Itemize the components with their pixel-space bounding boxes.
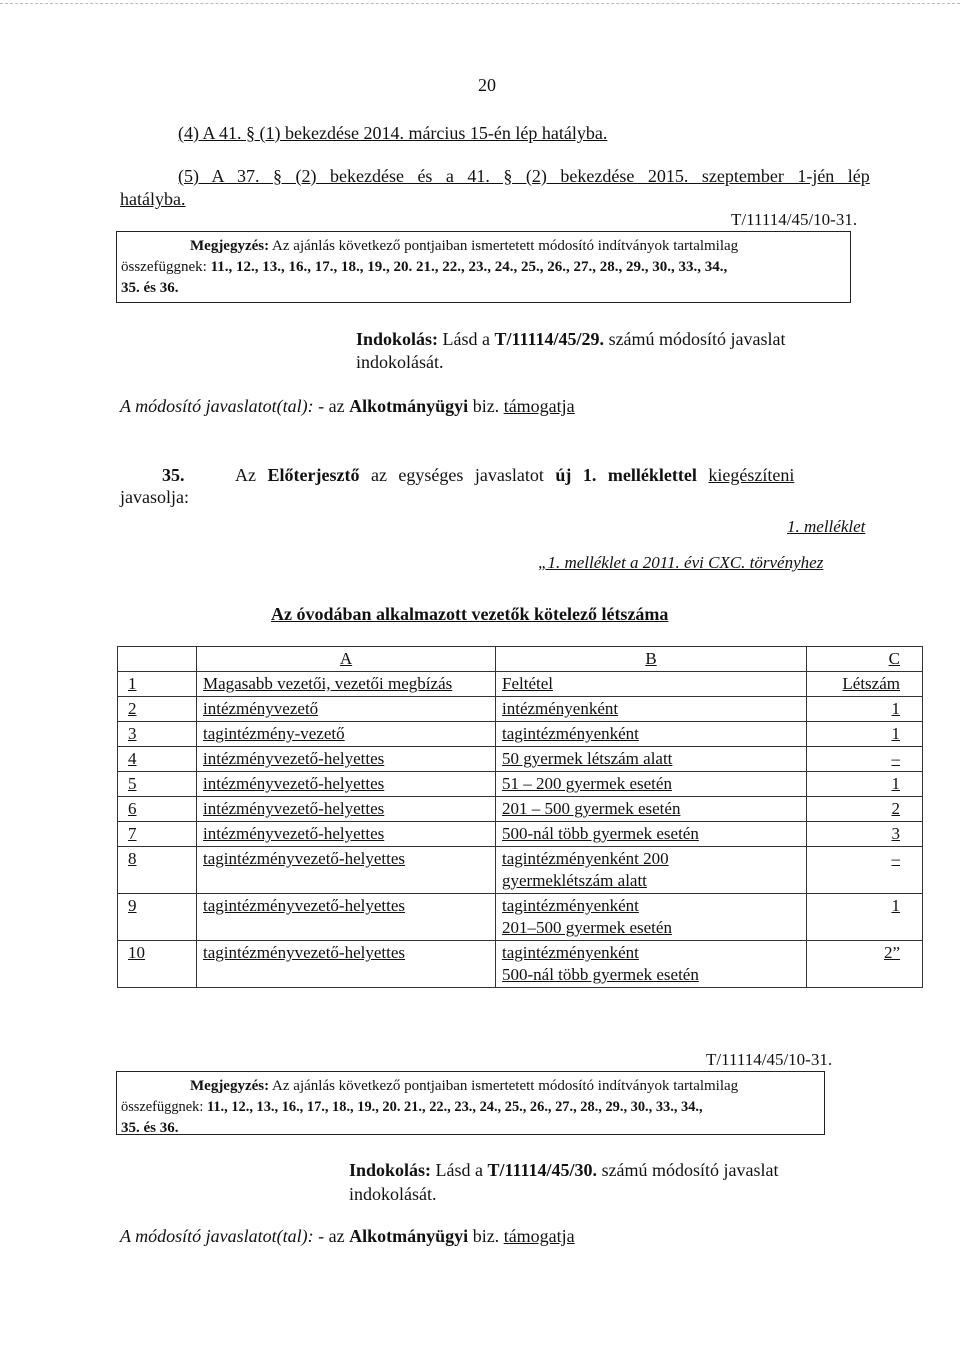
justification-2-ref: T/11114/45/30. xyxy=(487,1160,598,1180)
table-corner-cell xyxy=(118,647,197,672)
note-reference-1: T/11114/45/10-31. xyxy=(731,210,858,229)
leader-position-cell xyxy=(197,847,496,894)
supporter-2-prefix: A módosító javaslatot(tal): xyxy=(120,1226,314,1246)
justification-label: Indokolás: xyxy=(356,329,439,349)
condition-cell-text: 500-nál több gyermek esetén xyxy=(502,824,699,843)
condition-cell-text: 51 – 200 gyermek esetén xyxy=(502,774,672,793)
note-prefix: összefüggnek: xyxy=(121,259,211,275)
row-number-cell-text: 7 xyxy=(128,824,137,843)
condition-cell-text: 50 gyermek létszám alatt xyxy=(502,749,673,768)
justification-1-line2: indokolását. xyxy=(356,352,444,372)
table-col-header-a: A xyxy=(197,647,496,672)
condition-cell xyxy=(496,697,807,722)
justification-2-line2: indokolását. xyxy=(349,1184,437,1204)
row-number-cell xyxy=(118,697,197,722)
leader-position-cell xyxy=(197,941,496,988)
headcount-cell xyxy=(807,722,923,747)
condition-cell-text: 201–500 gyermek esetén xyxy=(502,918,672,937)
note-2-line-1 xyxy=(121,1076,818,1097)
item-text xyxy=(235,465,794,486)
leader-position-cell-text: intézményvezető-helyettes xyxy=(203,799,385,818)
headcount-cell-text: 1 xyxy=(891,699,900,718)
headcount-cell xyxy=(807,822,923,847)
condition-cell-text: tagintézményenként xyxy=(502,724,639,743)
leader-position-cell xyxy=(197,722,496,747)
condition-cell xyxy=(496,847,807,894)
committee-2-abbr: biz. xyxy=(468,1226,504,1246)
headcount-cell xyxy=(807,847,923,894)
headcount-cell-text: Létszám xyxy=(842,674,900,693)
justification-2-line1 xyxy=(349,1160,779,1181)
condition-cell-text: intézményenként xyxy=(502,699,619,718)
row-number-cell xyxy=(118,672,197,697)
leader-position-cell xyxy=(197,672,496,697)
note-2-numbers: 11., 12., 13., 16., 17., 18., 19., 20. 21., 22., 23., 24., 25., 26., 27., 28., 29., 30., 33., 34., xyxy=(206,1099,703,1115)
table-title: Az óvodában alkalmazott vezetők kötelező létszáma xyxy=(271,604,669,624)
item-annex: melléklettel xyxy=(607,465,697,485)
justification-2-text-b: számú módosító javaslat xyxy=(597,1160,779,1180)
headcount-cell xyxy=(807,747,923,772)
condition-cell-text: tagintézményenként xyxy=(502,896,639,915)
note-label: Megjegyzés: xyxy=(190,238,270,254)
item-javasolja: javasolja: xyxy=(120,487,189,507)
justification-1-line1 xyxy=(356,329,786,350)
support-status: támogatja xyxy=(503,396,575,416)
leader-position-cell xyxy=(197,797,496,822)
annex-reference: „1. melléklet a 2011. évi CXC. törvényhez xyxy=(538,553,824,572)
condition-cell xyxy=(496,941,807,988)
condition-cell-text: gyermeklétszám alatt xyxy=(502,871,647,890)
table-row xyxy=(118,722,923,747)
row-number-cell-text: 9 xyxy=(128,896,137,915)
table-row xyxy=(118,797,923,822)
item-new: új 1. xyxy=(555,465,597,485)
row-number-cell xyxy=(118,847,197,894)
committee-2-name: Alkotmányügyi xyxy=(349,1226,469,1246)
row-number-cell-text: 3 xyxy=(128,724,137,743)
paragraph-5-line2: hatályba. xyxy=(120,189,186,209)
table-header-row xyxy=(118,647,923,672)
leader-position-cell-text: intézményvezető-helyettes xyxy=(203,824,385,843)
table-col-header-b: B xyxy=(496,647,807,672)
table-row xyxy=(118,847,923,894)
supporter-dash: - az xyxy=(313,396,350,416)
row-number-cell xyxy=(118,772,197,797)
note-2-line-2 xyxy=(121,1097,818,1118)
headcount-cell-text: 2 xyxy=(891,799,900,818)
leader-position-cell xyxy=(197,747,496,772)
row-number-cell-text: 2 xyxy=(128,699,137,718)
row-number-cell-text: 10 xyxy=(128,943,145,962)
headcount-cell-text: – xyxy=(891,749,900,768)
condition-cell xyxy=(496,894,807,941)
headcount-cell xyxy=(807,894,923,941)
headcount-cell-text: 3 xyxy=(891,824,900,843)
leader-position-cell-text: intézményvezető-helyettes xyxy=(203,749,385,768)
note-2-label: Megjegyzés: xyxy=(190,1078,270,1094)
note-reference-2: T/11114/45/10-31. xyxy=(706,1050,833,1069)
row-number-cell xyxy=(118,822,197,847)
note-box-1 xyxy=(116,231,851,303)
row-number-cell-text: 8 xyxy=(128,849,137,868)
table-row xyxy=(118,941,923,988)
leader-position-cell-text: Magasabb vezetői, vezetői megbízás xyxy=(203,674,453,693)
note-line-3: 35. és 36. xyxy=(121,280,179,296)
table-row xyxy=(118,747,923,772)
table-row xyxy=(118,772,923,797)
committee-abbr: biz. xyxy=(468,396,504,416)
headcount-cell-text: 1 xyxy=(891,774,900,793)
leader-position-cell xyxy=(197,894,496,941)
headcount-cell xyxy=(807,941,923,988)
note-2-text: Az ajánlás következő pontjaiban ismertetett módosító indítványok tartalmilag xyxy=(269,1078,739,1094)
committee-name: Alkotmányügyi xyxy=(349,396,469,416)
leader-position-cell xyxy=(197,822,496,847)
leader-position-cell-text: tagintézményvezető-helyettes xyxy=(203,943,406,962)
condition-cell xyxy=(496,722,807,747)
note-numbers: 11., 12., 13., 16., 17., 18., 19., 20. 21., 22., 23., 24., 25., 26., 27., 28., 29., 30., 33., 34., xyxy=(210,259,728,275)
page-number: 20 xyxy=(478,75,496,95)
leader-position-cell-text: tagintézményvezető-helyettes xyxy=(203,896,406,915)
table-row xyxy=(118,822,923,847)
supporter-prefix: A módosító javaslatot(tal): xyxy=(120,396,314,416)
condition-cell-text: 500-nál több gyermek esetén xyxy=(502,965,699,984)
row-number-cell xyxy=(118,797,197,822)
supporter-line-2 xyxy=(120,1226,575,1247)
support-2-status: támogatja xyxy=(503,1226,575,1246)
justification-text: Lásd a xyxy=(438,329,495,349)
justification-text-b: számú módosító javaslat xyxy=(604,329,786,349)
item-text-b: az egységes javaslatot xyxy=(359,465,556,485)
leader-position-cell-text: tagintézmény-vezető xyxy=(203,724,345,743)
headcount-cell-text: 1 xyxy=(891,896,900,915)
item-proposer: Előterjesztő xyxy=(267,465,360,485)
justification-2-label: Indokolás: xyxy=(349,1160,432,1180)
leader-position-cell-text: tagintézményvezető-helyettes xyxy=(203,849,406,868)
leader-position-cell xyxy=(197,697,496,722)
row-number-cell-text: 5 xyxy=(128,774,137,793)
row-number-cell xyxy=(118,941,197,988)
staffing-table xyxy=(117,646,923,988)
item-text-a: Az xyxy=(235,465,268,485)
note-2-line-3: 35. és 36. xyxy=(121,1120,179,1136)
headcount-cell-text: – xyxy=(891,849,900,868)
headcount-cell xyxy=(807,797,923,822)
table-row xyxy=(118,894,923,941)
justification-2-text: Lásd a xyxy=(431,1160,488,1180)
headcount-cell xyxy=(807,772,923,797)
condition-cell-text: Feltétel xyxy=(502,674,553,693)
leader-position-cell-text: intézményvezető xyxy=(203,699,319,718)
supporter-line-1 xyxy=(120,396,575,417)
row-number-cell-text: 6 xyxy=(128,799,137,818)
paragraph-4: (4) A 41. § (1) bekezdése 2014. március 15-én lép hatályba. xyxy=(178,123,608,143)
item-action: kiegészíteni xyxy=(708,465,795,485)
condition-cell xyxy=(496,747,807,772)
note-box-2 xyxy=(116,1071,825,1135)
condition-cell-text: tagintézményenként 200 xyxy=(502,849,669,868)
table-row xyxy=(118,697,923,722)
row-number-cell xyxy=(118,894,197,941)
row-number-cell xyxy=(118,722,197,747)
annex-label: 1. melléklet xyxy=(787,517,866,536)
condition-cell xyxy=(496,797,807,822)
condition-cell-text: 201 – 500 gyermek esetén xyxy=(502,799,681,818)
row-number-cell-text: 1 xyxy=(128,674,137,693)
headcount-cell xyxy=(807,697,923,722)
condition-cell xyxy=(496,672,807,697)
note-text: Az ajánlás következő pontjaiban ismertetett módosító indítványok tartalmilag xyxy=(269,238,739,254)
note-line-1 xyxy=(121,236,844,257)
row-number-cell xyxy=(118,747,197,772)
note-line-2 xyxy=(121,257,844,278)
table-col-header-c: C xyxy=(807,647,923,672)
item-number: 35. xyxy=(162,465,185,485)
top-rule xyxy=(0,3,960,4)
row-number-cell-text: 4 xyxy=(128,749,137,768)
headcount-cell xyxy=(807,672,923,697)
leader-position-cell xyxy=(197,772,496,797)
leader-position-cell-text: intézményvezető-helyettes xyxy=(203,774,385,793)
condition-cell-text: tagintézményenként xyxy=(502,943,639,962)
justification-ref: T/11114/45/29. xyxy=(494,329,605,349)
headcount-cell-text: 2” xyxy=(883,943,900,962)
condition-cell xyxy=(496,772,807,797)
headcount-cell-text: 1 xyxy=(891,724,900,743)
supporter-2-dash: - az xyxy=(313,1226,350,1246)
paragraph-5-line1: (5) A 37. § (2) bekezdése és a 41. § (2) bekezdése 2015. szeptember 1-jén lép xyxy=(178,166,870,186)
table-row xyxy=(118,672,923,697)
condition-cell xyxy=(496,822,807,847)
note-2-prefix: összefüggnek: xyxy=(121,1099,207,1115)
